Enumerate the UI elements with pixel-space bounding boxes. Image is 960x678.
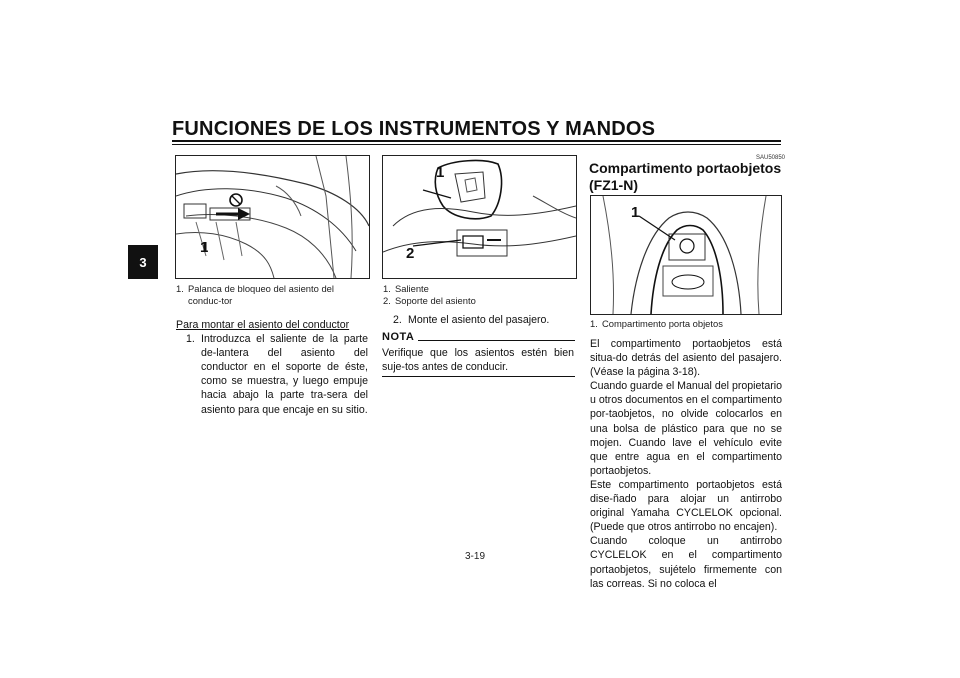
figure-caption [383,283,573,307]
callout-2: 2 [406,245,415,262]
figure-storage-compartment [590,195,782,315]
section-title [589,160,781,193]
callout-1: 1 [631,204,640,221]
note-end-rule [382,376,575,377]
page-title: FUNCIONES DE LOS INSTRUMENTOS Y MANDOS [172,118,656,140]
note-label: NOTA [382,331,415,343]
caption-text: Palanca de bloqueo del asiento del conduc-tor [188,283,334,306]
middle-steps [383,313,575,327]
callout-1: 1 [200,239,209,256]
note-text: Verifique que los asientos estén bien suje-tos antes de conducir. [382,347,574,374]
step-number: 2. [393,314,402,326]
step-item [176,332,368,417]
paragraph: Cuando guarde el Manual del propietario u otros documentos en el compartimento por-taobjetos, no olvide colocarlos en una bolsa de plástico para que no se mojen. Cuando lave el vehículo evite que entre agua en el compartimento portaobjetos. [590,380,782,477]
figure-seat-projection [382,155,577,279]
right-body [590,337,782,591]
step-number: 1. [186,333,195,346]
caption-number: 2. [383,295,391,306]
seat-lock-illustration [176,156,369,278]
seat-projection-illustration [383,156,576,278]
figure-caption [176,283,366,307]
section-title-line1: Compartimento portaobjetos [589,160,782,176]
step-item [383,313,575,327]
page-number: 3-19 [465,551,486,562]
figure-caption [590,318,780,330]
subhead-install-rider-seat: Para montar el asiento del conductor [176,319,350,331]
paragraph: El compartimento portaobjetos está situa-do detrás del asiento del pasajero. (Véase la página 3-18). [590,338,782,379]
paragraph: Cuando coloque un antirrobo CYCLELOK en el compartimento portaobjetos, sujételo firmemente con las correas. Si no coloca el [590,535,782,590]
caption-number: 1. [176,283,184,294]
paragraph: Este compartimento portaobjetos está dise-ñado para alojar un antirrobo original Yamaha CYCLELOK opcional. (Puede que otros antirrobo no encajen). [590,478,782,534]
caption-text: Soporte del asiento [395,295,476,306]
caption-item [590,318,780,330]
chapter-tab: 3 [128,245,158,279]
caption-item [383,283,573,295]
caption-number: 1. [590,318,598,329]
document-code: SAU50850 [756,155,786,161]
callout-1: 1 [436,164,445,181]
section-title-line2: (FZ1-N) [589,176,638,193]
left-body [176,318,368,417]
caption-text: Saliente [395,283,429,294]
header-rule-thin [172,144,781,145]
note-rule [418,340,575,341]
caption-item [383,295,573,307]
step-text: Monte el asiento del pasajero. [408,314,550,326]
header-rule [172,140,781,142]
storage-compartment-illustration [591,196,781,314]
step-text: Introduzca el saliente de la parte de-lantera del asiento del conductor en el soporte de éste, como se muestra, y luego empuje hacia abajo la parte tra-sera del asiento para que encaje en su sitio. [201,333,368,416]
figure-seat-lock-lever [175,155,370,279]
caption-text: Compartimento porta objetos [602,318,723,329]
caption-number: 1. [383,283,391,294]
caption-item [176,283,366,307]
